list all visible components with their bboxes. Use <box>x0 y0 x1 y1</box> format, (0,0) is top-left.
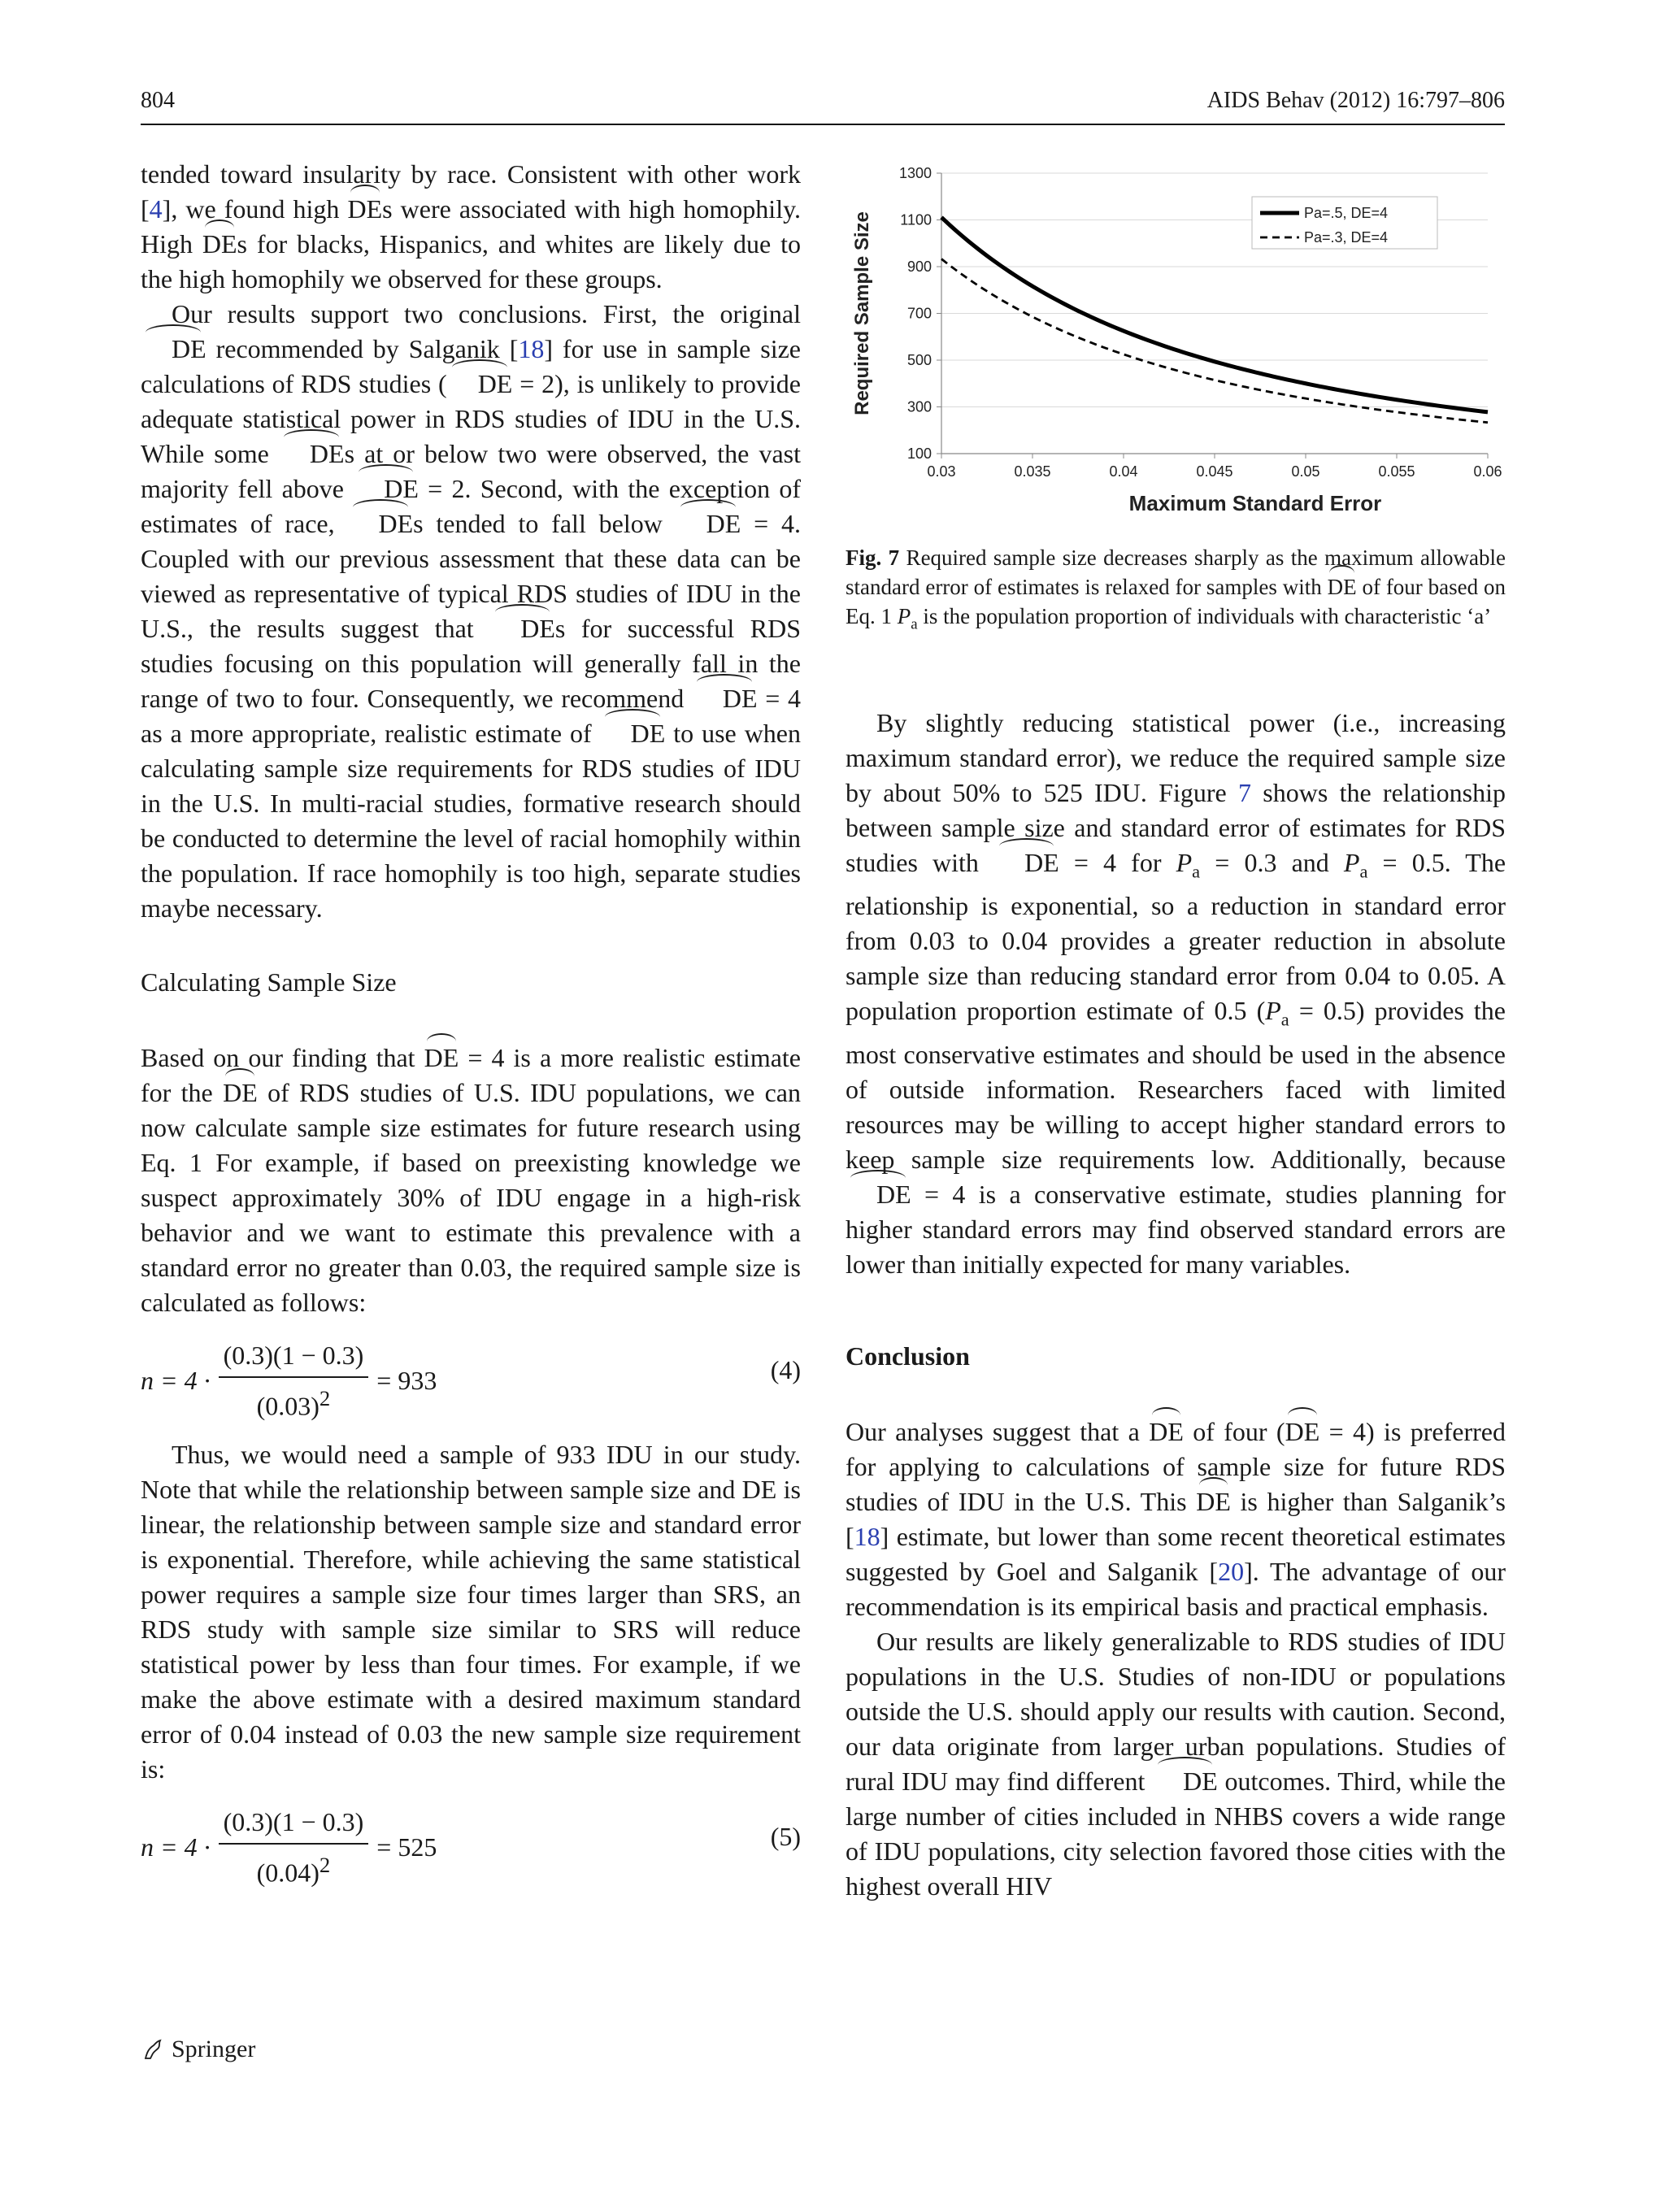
section-heading: Conclusion <box>846 1341 970 1371</box>
equation-5: n = 4 · $\frac{(0.3)(1 - 0.3)}{(0.04)^2}$ = 525 (5) <box>141 1795 801 1884</box>
equation-number: (5) <box>770 1822 801 1851</box>
de-hat: DE <box>676 506 741 541</box>
springer-horse-icon <box>141 2037 165 2062</box>
x-axis-label: Maximum Standard Error <box>1128 491 1382 515</box>
de-hat: DE <box>489 611 555 646</box>
equation-4: n = 4 · $\frac{(0.3)(1 - 0.3)}{(0.03)^2}$ = 933 (4) <box>141 1328 801 1418</box>
x-tick-label: 0.05 <box>1291 463 1320 480</box>
paragraph: Our analyses suggest that a DE of four (DE = 4) is preferred for applying to calculations of sample size for future RDS studies of IDU in the U.S. This DE is higher than Salganik’s [18] estimate, but lower than some recent theoretical estimates suggested by Goel and Salganik [20]. The advantage of our recommendation is its empirical basis and practical emphasis. <box>846 1415 1506 1624</box>
x-tick-label: 0.055 <box>1378 463 1415 480</box>
x-tick-label: 0.04 <box>1109 463 1138 480</box>
figure-label: Fig. 7 <box>846 545 900 570</box>
right-column <box>846 706 1506 1904</box>
x-tick-label: 0.045 <box>1196 463 1233 480</box>
section-heading: Calculating Sample Size <box>141 967 397 997</box>
legend-entry: Pa=.5, DE=4 <box>1304 205 1389 221</box>
y-axis-label: Required Sample Size <box>851 211 873 415</box>
de-hat: DE <box>1149 1415 1184 1449</box>
figure-7 <box>846 154 1506 515</box>
x-tick-label: 0.035 <box>1014 463 1051 480</box>
equation-number: (4) <box>770 1355 801 1384</box>
publisher-name: Springer <box>172 2036 256 2062</box>
y-tick-label: 700 <box>906 305 932 322</box>
paragraph: By slightly reducing statistical power (i.e., increasing maximum standard error), we reduce the required sample size by about 50% to 525 IDU. Figure 7 shows the relationship between sample size and standard error of estimates for RDS studies with DE = 4 for $P_a = 0.3$ and $P_a = 0.5$. The relationship is exponential, so a reduction in standard error from 0.03 to 0.04 provides a greater reduction in absolute sample size than reducing standard error from 0.04 to 0.05. A population proportion estimate of 0.5 $(P_a = 0.5)$ provides the most conservative estimates and should be used in the absence of outside information. Researchers faced with limited resources may be willing to accept higher standard errors to keep sample size requirements low. Additionally, because DE = 4 is a conservative estimate, studies planning for higher standard errors may find observed standard errors are lower than initially expected for many variables. <box>846 708 1506 1279</box>
de-hat: DE <box>846 1177 911 1212</box>
citation-link[interactable]: 4 <box>149 194 163 224</box>
de-hat: DE <box>424 1041 459 1076</box>
figure-7-caption: Fig. 7 Required sample size decreases sharply as the maximum allowable standard error of estimates is relaxed for samples with DE of four based on Eq. 1 $P_a$ is the population proportion of individuals with characteristic ‘a’ <box>846 545 1506 633</box>
de-hat: DE <box>279 437 345 472</box>
de-hat: DE <box>692 681 758 716</box>
de-hat: DE <box>141 332 206 367</box>
left-column <box>141 157 801 1904</box>
series-line-2 <box>941 259 1488 423</box>
y-tick-label: 1100 <box>900 211 932 228</box>
x-tick-label: 0.06 <box>1473 463 1502 480</box>
y-tick-label: 1300 <box>898 165 932 181</box>
de-hat: DE <box>347 506 413 541</box>
sample-size-chart <box>846 154 1506 528</box>
de-hat: DE <box>223 1076 258 1110</box>
citation-link[interactable]: 18 <box>518 334 545 363</box>
citation-link[interactable]: 20 <box>1218 1556 1245 1586</box>
page-number: 804 <box>141 88 175 113</box>
de-hat: DE <box>1196 1484 1231 1519</box>
paragraph: Thus, we would need a sample of 933 IDU in our study. Note that while the relationship between sample size and DE is linear, the relationship between sample size and standard error is exponential. Therefore, while achieving the same statistical power requires a sample size four times larger than SRS, an RDS study with sample size similar to SRS will reduce statistical power by less than four times. For example, if we make the above estimate with a desired maximum standard error of 0.04 instead of 0.03 the new sample size requirement is: <box>141 1440 801 1784</box>
de-hat: DE <box>1152 1764 1218 1799</box>
de-hat: DE <box>202 227 237 262</box>
de-hat: DE <box>347 192 382 227</box>
de-hat: DE <box>600 716 666 751</box>
de-hat: DE <box>993 845 1059 880</box>
x-tick-label: 0.03 <box>927 463 956 480</box>
y-tick-label: 300 <box>906 398 932 415</box>
paragraph: tended toward insularity by race. Consistent with other work [4], we found high DEs were associated with high homophily. High DEs for blacks, Hispanics, and whites are likely due to the high homophily we observed for these groups. <box>141 159 802 293</box>
paragraph: Our results support two conclusions. First, the original DE recommended by Salganik [18] for use in sample size calculations of RDS studies ( DE = 2), is unlikely to provide adequate statistical power in RDS studies of IDU in the U.S. While some DEs at or below two were observed, the vast majority fell above DE = 2. Second, with the exception of estimates of race, DEs tended to fall below DE = 4. Coupled with our previous assessment that these data can be viewed as representative of typical RDS studies of IDU in the U.S., the results suggest that DEs for successful RDS studies focusing on this population will generally fall in the range of two to four. Consequently, we recommend DE = 4 as a more appropriate, realistic estimate of DE to use when calculating sample size requirements for RDS studies of IDU in the U.S. In multi-racial studies, formative research should be conducted to determine the level of racial homophily within the population. If race homophily is too high, separate studies maybe necessary. <box>141 299 802 923</box>
de-hat: DE <box>353 472 419 506</box>
page-header <box>141 88 1505 125</box>
de-hat: DE <box>1328 572 1357 602</box>
de-hat: DE <box>447 367 513 402</box>
figure-link[interactable]: 7 <box>1238 778 1251 807</box>
y-tick-label: 100 <box>906 445 932 462</box>
citation-link[interactable]: 18 <box>854 1521 880 1551</box>
y-tick-label: 500 <box>906 352 932 368</box>
journal-reference: AIDS Behav (2012) 16:797–806 <box>1206 88 1505 113</box>
paragraph: Our results are likely generalizable to RDS studies of IDU populations in the U.S. Studies of non-IDU or populations outside the U.S. should apply our results with caution. Second, our data originate from larger urban populations. Studies of rural IDU may find different DE outcomes. Third, while the large number of cities included in NHBS covers a wide range of IDU populations, city selection favored those cities with the highest overall HIV <box>846 1626 1506 1901</box>
de-hat: DE <box>1285 1415 1320 1449</box>
publisher-logo <box>141 2036 255 2063</box>
paragraph: Based on our finding that DE = 4 is a more realistic estimate for the DE of RDS studies of U.S. IDU populations, we can now calculate sample size estimates for future research using Eq. 1 For example, if based on preexisting knowledge we suspect approximately 30% of IDU engage in a high-risk behavior and we want to estimate this prevalence with a standard error no greater than 0.03, the required sample size is calculated as follows: <box>141 1041 801 1320</box>
legend-entry: Pa=.3, DE=4 <box>1304 229 1389 246</box>
y-tick-label: 900 <box>906 259 932 275</box>
